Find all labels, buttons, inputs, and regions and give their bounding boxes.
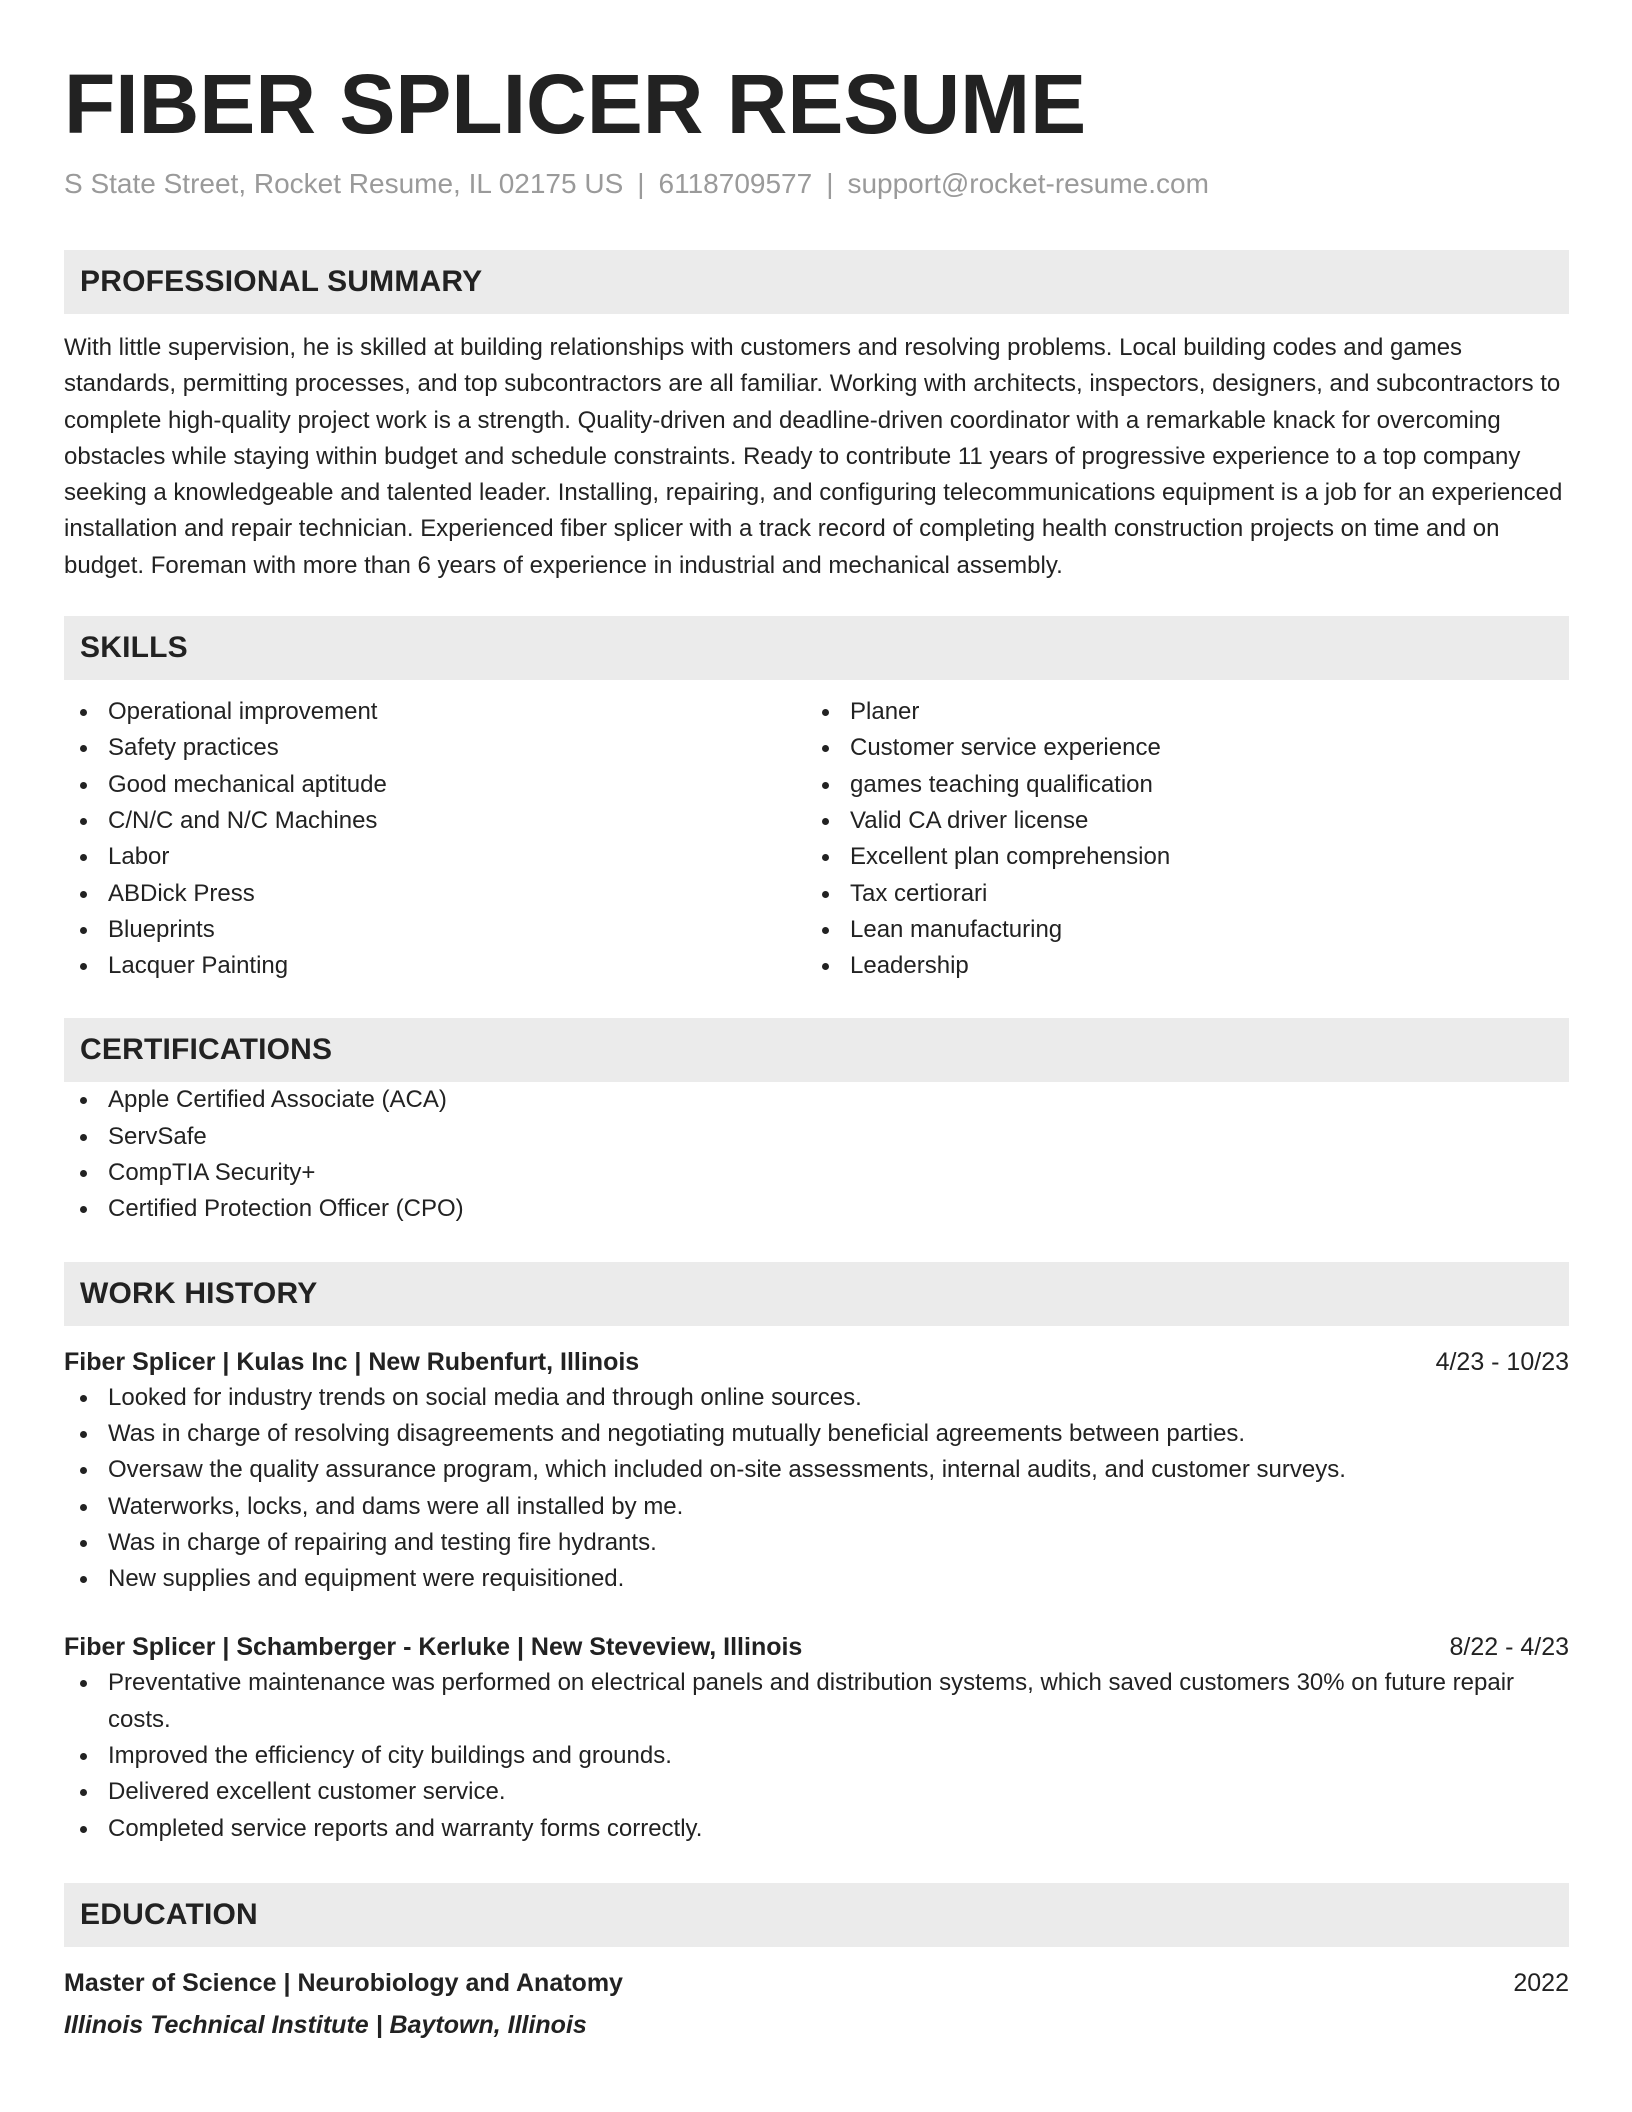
section-header-education: EDUCATION: [64, 1883, 1569, 1947]
skill-item: Leadership: [806, 948, 1548, 984]
skill-item: Good mechanical aptitude: [64, 767, 806, 803]
skills-list-right: [806, 694, 1548, 984]
section-header-certifications: CERTIFICATIONS: [64, 1018, 1569, 1082]
skill-item: Tax certiorari: [806, 876, 1548, 912]
contact-email: support@rocket-resume.com: [847, 168, 1209, 199]
job-duty-item: Was in charge of repairing and testing fire hydrants.: [64, 1525, 1569, 1561]
skill-item: Blueprints: [64, 912, 806, 948]
education-year: 2022: [1513, 1968, 1569, 1997]
job-duty-item: Looked for industry trends on social media and through online sources.: [64, 1380, 1569, 1416]
contact-separator: |: [826, 168, 834, 199]
section-header-work-history: WORK HISTORY: [64, 1262, 1569, 1326]
contact-address: S State Street, Rocket Resume, IL 02175 US: [64, 168, 624, 199]
contact-line: [64, 166, 1569, 202]
skill-item: Safety practices: [64, 730, 806, 766]
job-dates: 8/22 - 4/23: [1449, 1633, 1569, 1662]
education-heading-row: [64, 1965, 1569, 2001]
skill-item: games teaching qualification: [806, 767, 1548, 803]
certification-item: Apple Certified Associate (ACA): [64, 1082, 1569, 1118]
certification-item: ServSafe: [64, 1119, 1569, 1155]
contact-phone: 6118709577: [658, 168, 813, 199]
job-duty-item: Was in charge of resolving disagreements and negotiating mutually beneficial agreements between parties.: [64, 1416, 1569, 1452]
job-heading-row: [64, 1344, 1569, 1380]
contact-separator: |: [637, 168, 645, 199]
skill-item: ABDick Press: [64, 876, 806, 912]
skill-item: C/N/C and N/C Machines: [64, 803, 806, 839]
certifications-list: [64, 1082, 1569, 1227]
skill-item: Valid CA driver license: [806, 803, 1548, 839]
certification-item: CompTIA Security+: [64, 1155, 1569, 1191]
skill-item: Customer service experience: [806, 730, 1548, 766]
skill-item: Operational improvement: [64, 694, 806, 730]
summary-text: With little supervision, he is skilled at building relationships with customers and resolving problems. Local building codes and games standards, permitting processes, and top subcontractors are all familiar. Working with architects, inspectors, designers, and subcontractors to complete high-quality project work is a strength. Quality-driven and deadline-driven coordinator with a remarkable knack for overcoming obstacles while staying within budget and schedule constraints. Ready to contribute 11 years of progressive experience to a top company seeking a knowledgeable and talented leader. Installing, repairing, and configuring telecommunications equipment is a job for an experienced installation and repair technician. Experienced fiber splicer with a track record of completing health construction projects on time and on budget. Foreman with more than 6 years of experience in industrial and mechanical assembly.: [64, 334, 1563, 579]
skill-item: Planer: [806, 694, 1548, 730]
skills-list-left: [64, 694, 806, 984]
skill-item: Labor: [64, 839, 806, 875]
job-title: Fiber Splicer | Schamberger - Kerluke | New Steveview, Illinois: [64, 1633, 803, 1662]
job-duties-list: [64, 1380, 1569, 1598]
skills-columns: [64, 694, 1569, 984]
section-header-summary: PROFESSIONAL SUMMARY: [64, 250, 1569, 314]
education-school: Illinois Technical Institute | Baytown, Illinois: [64, 2010, 587, 2039]
skill-item: Lean manufacturing: [806, 912, 1548, 948]
job-duties-list: [64, 1665, 1569, 1846]
job-title: Fiber Splicer | Kulas Inc | New Rubenfurt, Illinois: [64, 1347, 640, 1376]
job-duty-item: Oversaw the quality assurance program, which included on-site assessments, internal audits, and customer surveys.: [64, 1452, 1569, 1488]
certification-item: Certified Protection Officer (CPO): [64, 1191, 1569, 1227]
job-duty-item: Preventative maintenance was performed on electrical panels and distribution systems, which saved customers 30% on future repair costs.: [64, 1665, 1569, 1738]
job-heading-row: [64, 1629, 1569, 1665]
job-duty-item: Delivered excellent customer service.: [64, 1774, 1569, 1810]
education-degree: Master of Science | Neurobiology and Anatomy: [64, 1968, 623, 1997]
job-dates: 4/23 - 10/23: [1435, 1347, 1569, 1376]
section-header-skills: SKILLS: [64, 616, 1569, 680]
job-duty-item: New supplies and equipment were requisitioned.: [64, 1561, 1569, 1597]
job-duty-item: Waterworks, locks, and dams were all installed by me.: [64, 1489, 1569, 1525]
job-duty-item: Improved the efficiency of city buildings and grounds.: [64, 1738, 1569, 1774]
skill-item: Excellent plan comprehension: [806, 839, 1548, 875]
resume-title: FIBER SPLICER RESUME: [64, 57, 1087, 151]
job-duty-item: Completed service reports and warranty forms correctly.: [64, 1811, 1569, 1847]
skill-item: Lacquer Painting: [64, 948, 806, 984]
